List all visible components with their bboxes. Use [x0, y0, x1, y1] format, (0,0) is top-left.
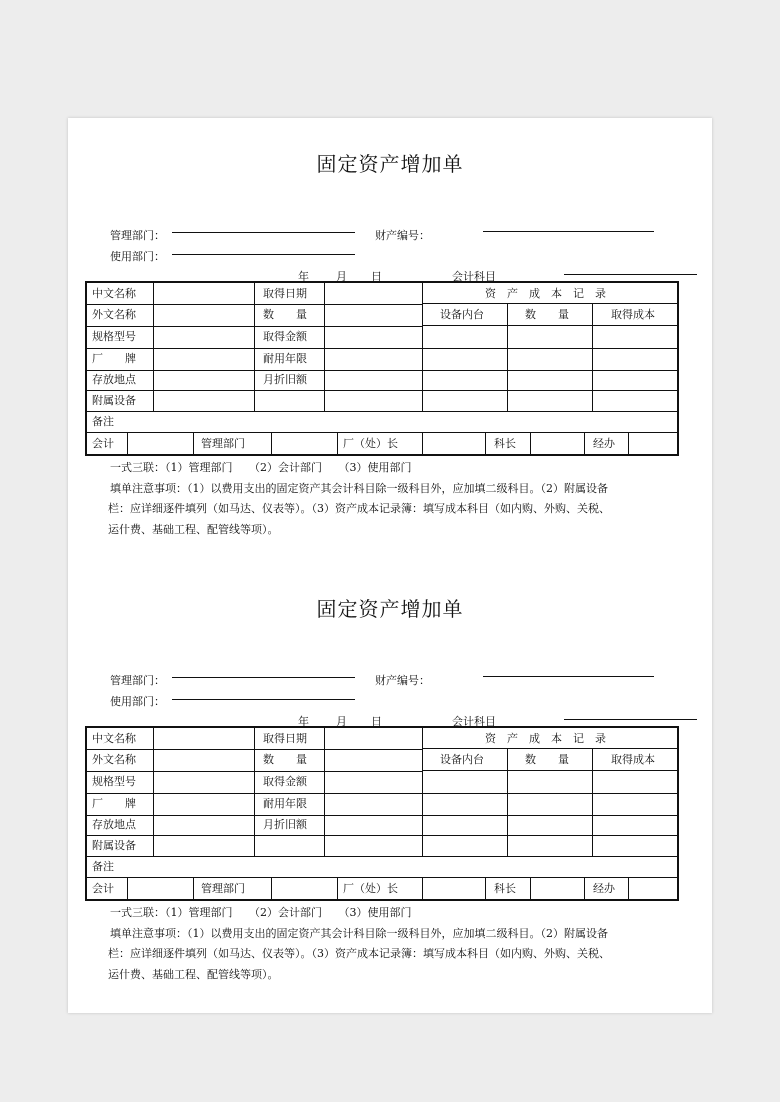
- asset-addition-form-1: [68, 118, 712, 558]
- account-field[interactable]: [564, 719, 697, 720]
- footer-handler: 经办: [593, 437, 615, 450]
- month-label: 月: [336, 715, 347, 728]
- asset-no-field[interactable]: [483, 676, 654, 677]
- notes-line-3: 栏：应详细逐件填列（如马达、仪表等）。（3）资产成本记录簿：填写成本科目（如内购、外购、关税、: [108, 947, 610, 960]
- label-useful-life: 耐用年限: [263, 352, 307, 365]
- form-title: 固定资产增加单: [316, 152, 464, 176]
- year-label: 年: [298, 715, 309, 728]
- label-acquire-date: 取得日期: [263, 287, 307, 300]
- form-notes: [110, 903, 670, 985]
- account-label: 会计科目: [452, 715, 496, 728]
- label-useful-life: 耐用年限: [263, 797, 307, 810]
- label-storage-location: 存放地点: [92, 818, 136, 831]
- label-foreign-name: 外文名称: [92, 753, 136, 766]
- asset-no-label: 财产编号：: [375, 229, 430, 242]
- notes-line-4: 运什费、基础工程、配管线等项）。: [108, 522, 279, 536]
- day-label: 日: [371, 270, 382, 283]
- notes-line-1: 一式三联：（1）管理部门 （2）会计部门 （3）使用部门: [110, 906, 412, 919]
- label-spec-model: 规格型号: [92, 775, 136, 788]
- footer-factory-head: 厂（处）长: [343, 882, 398, 895]
- use-dept-label: 使用部门：: [110, 695, 165, 708]
- label-brand: 厂 牌: [92, 797, 136, 810]
- dept-field[interactable]: [172, 232, 355, 233]
- record-col-equipment: 设备内台: [440, 308, 484, 321]
- record-col-quantity: 数 量: [525, 753, 569, 766]
- label-chinese-name: 中文名称: [92, 287, 136, 300]
- footer-handler: 经办: [593, 882, 615, 895]
- dept-label: 管理部门：: [110, 674, 165, 687]
- footer-section-chief: 科长: [494, 882, 516, 895]
- asset-addition-form-2: [68, 563, 712, 1003]
- label-acquire-date: 取得日期: [263, 732, 307, 745]
- footer-accounting: 会计: [92, 437, 114, 450]
- document-sheet: [68, 118, 712, 1013]
- form-title: 固定资产增加单: [316, 597, 464, 621]
- label-accessories: 附属设备: [92, 394, 136, 407]
- account-label: 会计科目: [452, 270, 496, 283]
- asset-table: [85, 281, 679, 456]
- footer-mgmt-dept: 管理部门: [201, 882, 245, 895]
- label-monthly-depreciation: 月折旧额: [263, 818, 307, 831]
- form-notes: [110, 458, 670, 540]
- use-dept-field[interactable]: [172, 699, 355, 700]
- label-foreign-name: 外文名称: [92, 308, 136, 321]
- label-monthly-depreciation: 月折旧额: [263, 373, 307, 386]
- label-storage-location: 存放地点: [92, 373, 136, 386]
- label-acquire-amount: 取得金额: [263, 330, 307, 343]
- label-spec-model: 规格型号: [92, 330, 136, 343]
- label-remarks: 备注: [92, 860, 114, 873]
- record-title: 资 产 成 本 记 录: [485, 732, 606, 745]
- asset-table: [85, 726, 679, 901]
- record-col-cost: 取得成本: [611, 308, 655, 321]
- account-field[interactable]: [564, 274, 697, 275]
- dept-label: 管理部门：: [110, 229, 165, 242]
- notes-line-2: 填单注意事项：（1）以费用支出的固定资产其会计科目除一级科目外，应加填二级科目。（2）附属设备: [110, 926, 608, 940]
- label-chinese-name: 中文名称: [92, 732, 136, 745]
- record-col-cost: 取得成本: [611, 753, 655, 766]
- dept-field[interactable]: [172, 677, 355, 678]
- footer-section-chief: 科长: [494, 437, 516, 450]
- label-quantity: 数 量: [263, 308, 307, 321]
- asset-no-field[interactable]: [483, 231, 654, 232]
- record-col-equipment: 设备内台: [440, 753, 484, 766]
- label-brand: 厂 牌: [92, 352, 136, 365]
- notes-line-2: 填单注意事项：（1）以费用支出的固定资产其会计科目除一级科目外，应加填二级科目。（2）附属设备: [110, 481, 608, 495]
- use-dept-label: 使用部门：: [110, 250, 165, 263]
- label-remarks: 备注: [92, 415, 114, 428]
- month-label: 月: [336, 270, 347, 283]
- record-col-quantity: 数 量: [525, 308, 569, 321]
- label-quantity: 数 量: [263, 753, 307, 766]
- record-title: 资 产 成 本 记 录: [485, 287, 606, 300]
- footer-factory-head: 厂（处）长: [343, 437, 398, 450]
- notes-line-3: 栏：应详细逐件填列（如马达、仪表等）。（3）资产成本记录簿：填写成本科目（如内购、外购、关税、: [108, 502, 610, 515]
- use-dept-field[interactable]: [172, 254, 355, 255]
- footer-accounting: 会计: [92, 882, 114, 895]
- footer-mgmt-dept: 管理部门: [201, 437, 245, 450]
- year-label: 年: [298, 270, 309, 283]
- label-acquire-amount: 取得金额: [263, 775, 307, 788]
- day-label: 日: [371, 715, 382, 728]
- asset-no-label: 财产编号：: [375, 674, 430, 687]
- notes-line-1: 一式三联：（1）管理部门 （2）会计部门 （3）使用部门: [110, 461, 412, 474]
- label-accessories: 附属设备: [92, 839, 136, 852]
- notes-line-4: 运什费、基础工程、配管线等项）。: [108, 967, 279, 981]
